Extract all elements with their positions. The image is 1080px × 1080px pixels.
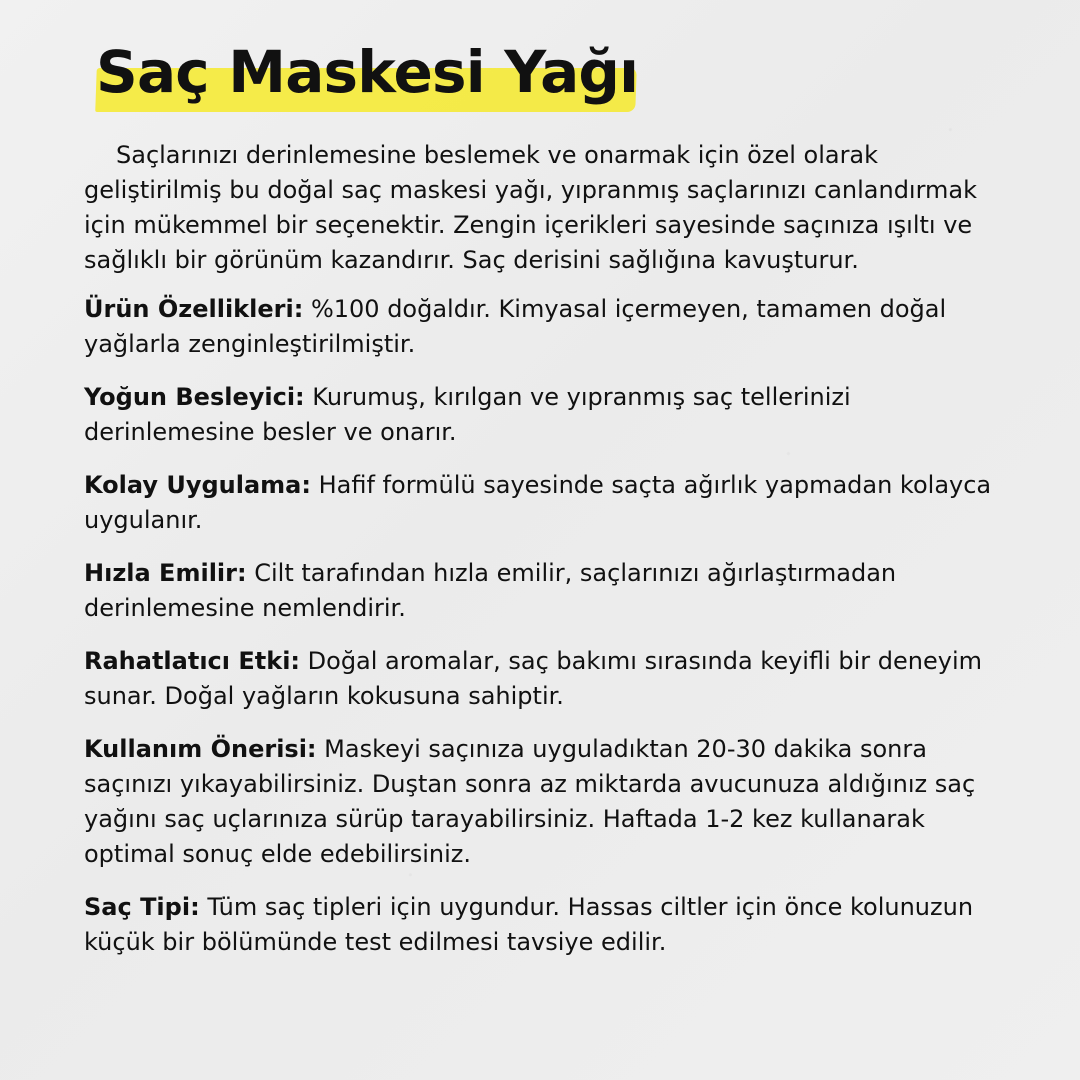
feature-label: Hızla Emilir: <box>84 559 247 587</box>
feature-label: Ürün Özellikleri: <box>84 295 304 323</box>
title-block <box>88 36 648 114</box>
feature-product-properties <box>84 292 1012 362</box>
feature-relaxing-effect <box>84 644 1012 714</box>
intro-paragraph: Saçlarınızı derinlemesine beslemek ve onarmak için özel olarak geliştirilmiş bu doğal saç maskesi yağı, yıpranmış saçlarınızı canlandırmak için mükemmel bir seçenektir. Zengin içerikleri sayesinde saçınıza ışıltı ve sağlıklı bir görünüm kazandırır. Saç derisini sağlığına kavuşturur. <box>84 141 978 274</box>
feature-text: Cilt tarafından hızla emilir, saçlarınızı ağırlaştırmadan derinlemesine nemlendirir. <box>84 559 897 622</box>
feature-text: Hafif formülü sayesinde saçta ağırlık yapmadan kolayca uygulanır. <box>84 471 992 534</box>
page-title: Saç Maskesi Yağı <box>96 38 639 106</box>
feature-text: Kurumuş, kırılgan ve yıpranmış saç tellerinizi derinlemesine besler ve onarır. <box>84 383 851 446</box>
feature-text: %100 doğaldır. Kimyasal içermeyen, tamamen doğal yağlarla zenginleştirilmiştir. <box>84 295 947 358</box>
feature-fast-absorption <box>84 556 1012 626</box>
feature-label: Kullanım Önerisi: <box>84 735 317 763</box>
feature-label: Kolay Uygulama: <box>84 471 311 499</box>
feature-intense-nourishing <box>84 380 1012 450</box>
feature-label: Yoğun Besleyici: <box>84 383 305 411</box>
feature-text: Doğal aromalar, saç bakımı sırasında keyifli bir deneyim sunar. Doğal yağların kokusuna sahiptir. <box>84 647 983 710</box>
feature-easy-application <box>84 468 1012 538</box>
feature-text: Maskeyi saçınıza uyguladıktan 20-30 dakika sonra saçınızı yıkayabilirsiniz. Duştan sonra az miktarda avucunuza aldığınız saç yağını saç uçlarınıza sürüp tarayabilirsiniz. Haftada 1-2 kez kullanarak optimal sonuç elde edebilirsiniz. <box>84 735 976 868</box>
feature-usage-recommendation <box>84 732 1012 872</box>
feature-label: Saç Tipi: <box>84 893 200 921</box>
feature-hair-type <box>84 890 1012 960</box>
feature-text: Tüm saç tipleri için uygundur. Hassas ciltler için önce kolunuzun küçük bir bölümünde test edilmesi tavsiye edilir. <box>84 893 974 956</box>
content-area <box>84 138 1012 960</box>
feature-label: Rahatlatıcı Etki: <box>84 647 301 675</box>
